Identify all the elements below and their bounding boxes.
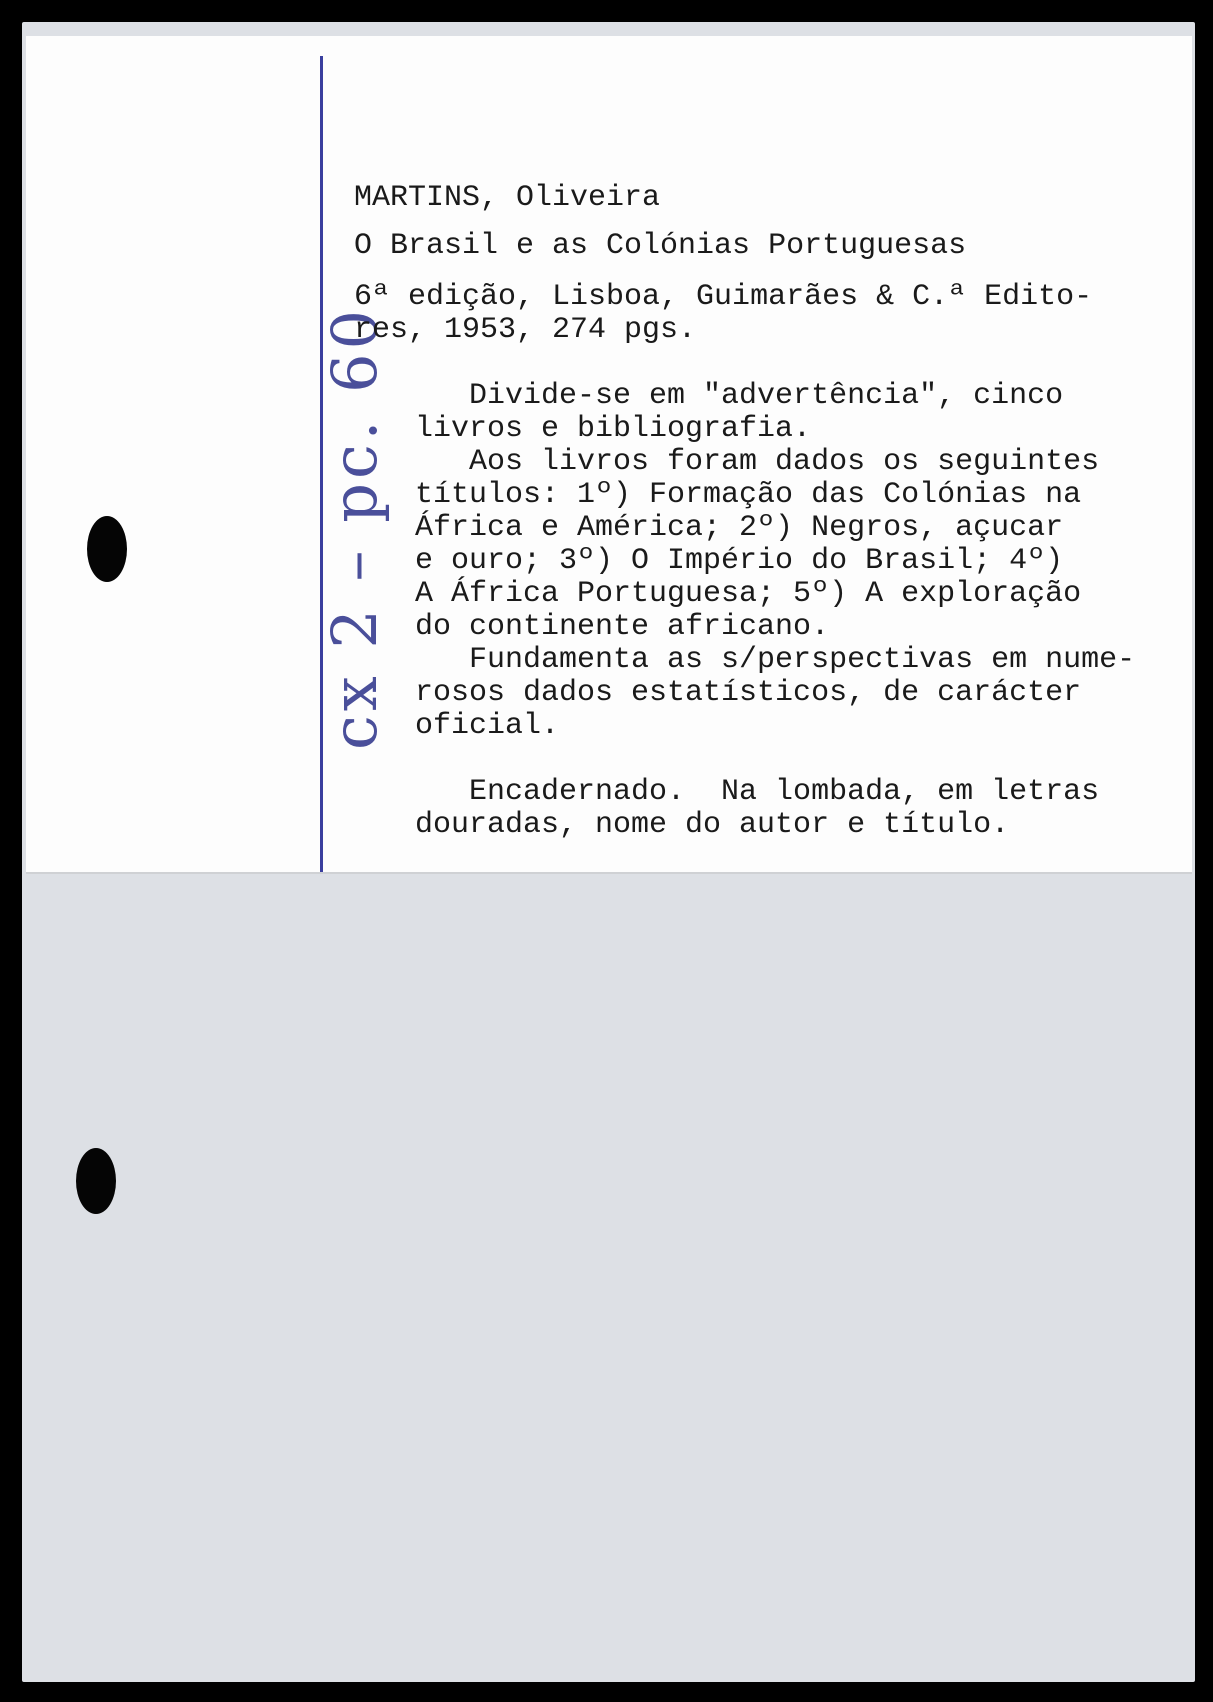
author-line: MARTINS, Oliveira: [354, 181, 661, 215]
notes-line: do continente africano.: [415, 610, 830, 644]
notes-line: Aos livros foram dados os seguintes: [415, 445, 1100, 479]
notes-line: Encadernado. Na lombada, em letras: [415, 775, 1100, 809]
notes-line: títulos: 1º) Formação das Colónias na: [415, 478, 1082, 512]
imprint-line: 6ª edição, Lisboa, Guimarães & C.ª Edito-: [354, 280, 1093, 314]
punch-hole-top: [87, 516, 127, 582]
notes-block: [415, 380, 1135, 842]
notes-line: e ouro; 3º) O Império do Brasil; 4º): [415, 544, 1064, 578]
notes-line: Fundamenta as s/perspectivas em nume-: [415, 643, 1136, 677]
notes-line: oficial.: [415, 709, 560, 743]
imprint-line: res, 1953, 274 pgs.: [354, 313, 697, 347]
handwritten-annotation: cx 2 – pc. 60: [318, 306, 391, 750]
punch-hole-bottom: [76, 1148, 116, 1214]
imprint-block: [354, 281, 1092, 347]
notes-line: África e América; 2º) Negros, açucar: [415, 511, 1064, 545]
notes-line: douradas, nome do autor e título.: [415, 808, 1010, 842]
notes-line: A África Portuguesa; 5º) A exploração: [415, 577, 1082, 611]
notes-line: Divide-se em "advertência", cinco: [415, 379, 1064, 413]
notes-line: rosos dados estatísticos, de carácter: [415, 676, 1082, 710]
notes-line: livros e bibliografia.: [415, 412, 812, 446]
title-line: O Brasil e as Colónias Portuguesas: [354, 229, 967, 263]
